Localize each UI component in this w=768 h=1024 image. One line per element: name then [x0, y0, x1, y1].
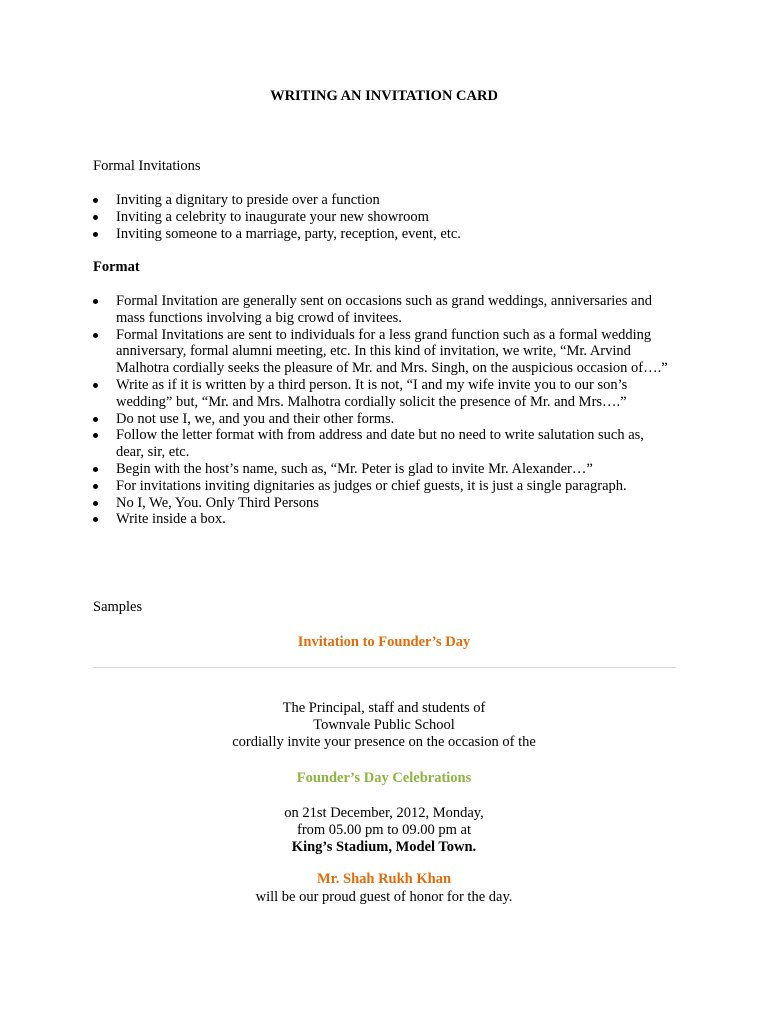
list-item: For invitations inviting dignitaries as judges or chief guests, it is just a single paragraph. — [93, 478, 673, 495]
event-date: on 21st December, 2012, Monday, — [284, 805, 484, 821]
list-item: Inviting someone to a marriage, party, reception, event, etc. — [93, 226, 673, 243]
invitation-line-2: Townvale Public School — [313, 716, 455, 733]
list-item: Formal Invitations are sent to individuals for a less grand function such as a formal wedding anniversary, formal alumni meeting, etc. In this kind of invitation, we write, “Mr. Arvind Malhotra cordially seeks the pleasure of Mr. and Mrs. Singh, on the auspicious occasion of….” — [93, 327, 673, 377]
event-venue: King’s Stadium, Model Town. — [291, 838, 477, 855]
event-details — [0, 805, 768, 855]
list-item: Begin with the host’s name, such as, “Mr. Peter is glad to invite Mr. Alexander…” — [93, 461, 673, 478]
guest-line: will be our proud guest of honor for the day. — [255, 889, 513, 905]
format-list — [93, 293, 673, 528]
divider — [93, 667, 676, 668]
list-item: No I, We, You. Only Third Persons — [93, 495, 673, 512]
document-title: WRITING AN INVITATION CARD — [270, 88, 498, 104]
list-item: Write as if it is written by a third person. It is not, “I and my wife invite you to our son’s wedding” but, “Mr. and Mrs. Malhotra cordially solicit the presence of Mr. and Mrs….” — [93, 377, 673, 411]
event-time: from 05.00 pm to 09.00 pm at — [297, 821, 471, 838]
list-item: Follow the letter format with from address and date but no need to write salutation such as, dear, sir, etc. — [93, 427, 673, 461]
list-item: Inviting a dignitary to preside over a function — [93, 192, 673, 209]
list-item: Inviting a celebrity to inaugurate your new showroom — [93, 209, 673, 226]
sample-card-title: Invitation to Founder’s Day — [297, 634, 471, 650]
guest-name: Mr. Shah Rukh Khan — [316, 871, 452, 887]
formal-invitations-heading: Formal Invitations — [93, 158, 201, 174]
list-item: Write inside a box. — [93, 511, 673, 528]
invitation-line-3: cordially invite your presence on the occasion of the — [232, 733, 536, 750]
invitation-line-1: The Principal, staff and students of — [282, 700, 486, 716]
format-heading: Format — [93, 259, 140, 275]
list-item: Do not use I, we, and you and their other forms. — [93, 411, 673, 428]
list-item: Formal Invitation are generally sent on occasions such as grand weddings, anniversaries and mass functions involving a big crowd of invitees. — [93, 293, 673, 327]
invitation-body — [0, 700, 768, 750]
event-name: Founder’s Day Celebrations — [296, 770, 472, 786]
samples-heading: Samples — [93, 599, 143, 615]
formal-invitations-list — [93, 192, 673, 242]
